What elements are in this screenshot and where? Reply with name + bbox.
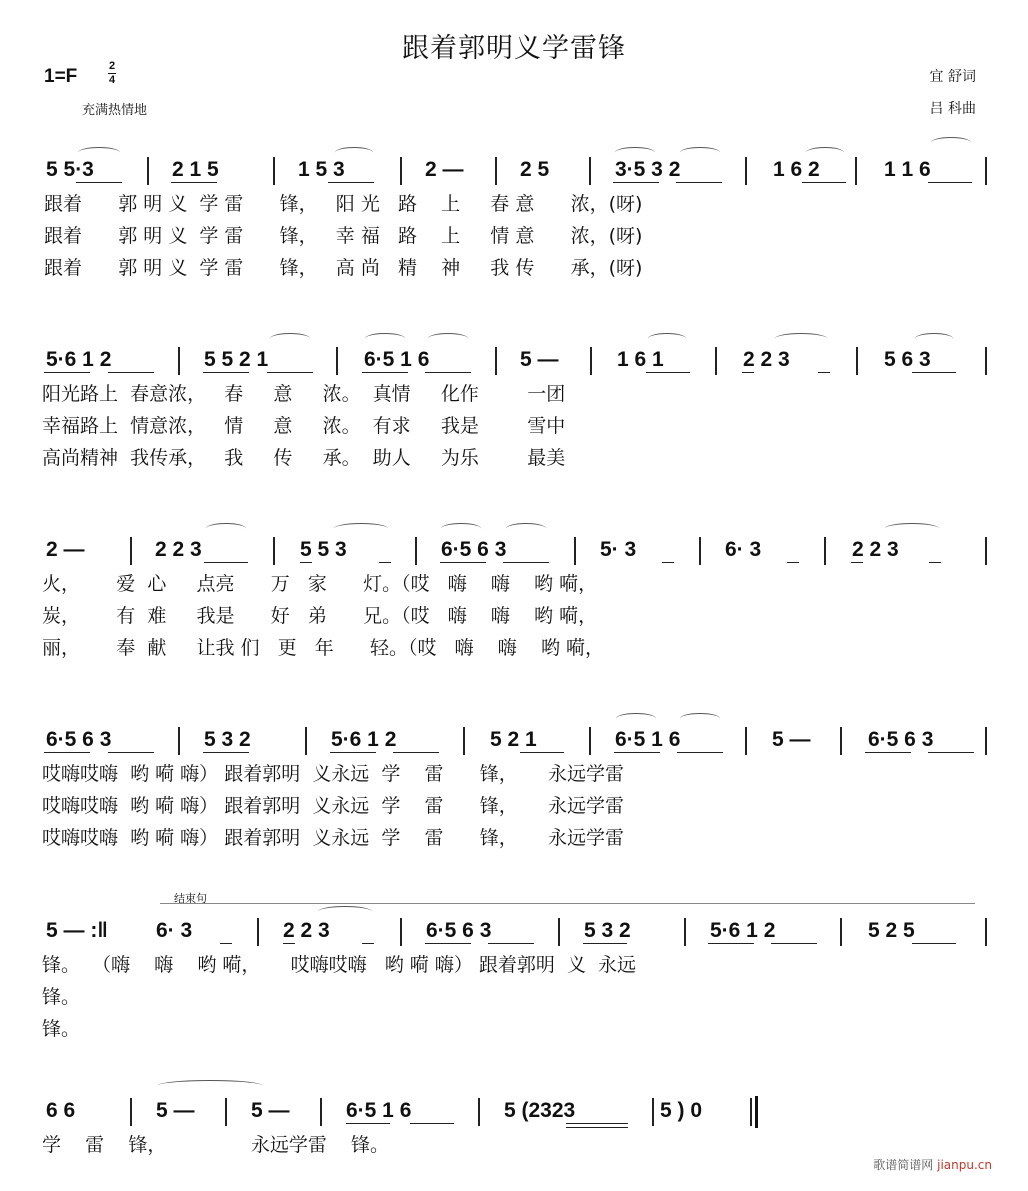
underline	[583, 943, 627, 944]
barline	[257, 918, 259, 946]
final-barline-thick	[755, 1096, 758, 1128]
measure: 5 — :‖	[46, 919, 108, 942]
underline	[787, 562, 799, 563]
underline	[929, 562, 941, 563]
lyricist-credit: 宜 舒词	[929, 69, 976, 85]
lyric-verse-3: 丽， 奉 献 让我 们 更 年 轻。（哎 嗨 嗨 哟 嗬，	[42, 637, 605, 659]
barline	[336, 347, 338, 375]
underline	[676, 182, 722, 183]
measure: 5·6 1 2	[331, 728, 397, 751]
underline	[818, 372, 830, 373]
lyric-verse-1: 火， 爱 心 点亮 万 家 灯。（哎 嗨 嗨 哟 嗬，	[42, 573, 598, 595]
barline	[495, 157, 497, 185]
lyric-verse-2: 哎嗨哎嗨 哟 嗬 嗨） 跟着郭明 义永远 学 雷 锋， 永远学雷	[42, 795, 624, 817]
slur	[318, 906, 372, 917]
underline	[771, 943, 817, 944]
underline	[76, 182, 122, 183]
lyric-verse-1: 哎嗨哎嗨 哟 嗬 嗨） 跟着郭明 义永远 学 雷 锋， 永远学雷	[42, 763, 624, 785]
measure: 5 ) 0	[660, 1099, 703, 1122]
slur	[158, 1080, 262, 1091]
underline	[503, 562, 549, 563]
barline	[130, 537, 132, 565]
lyric-verse-2: 锋。	[42, 986, 81, 1008]
underline	[928, 752, 974, 753]
barline	[400, 157, 402, 185]
tempo-marking: 充满热情地	[82, 103, 148, 118]
measure: 2 2 3	[155, 538, 202, 561]
barline	[840, 918, 842, 946]
measure: 5 (2323	[504, 1099, 576, 1122]
final-barline-thin	[750, 1098, 752, 1126]
barline	[745, 157, 747, 185]
barline	[130, 1098, 132, 1126]
underline	[328, 182, 374, 183]
underline	[677, 752, 723, 753]
meter-bottom: 4	[108, 74, 116, 86]
underline	[44, 752, 90, 753]
underline	[203, 752, 249, 753]
barline	[985, 157, 987, 185]
lyric-verse-3: 锋。	[42, 1018, 81, 1040]
lyric-verse-1: 锋。 （嗨 嗨 哟 嗬， 哎嗨哎嗨 哟 嗬 嗨） 跟着郭明 义 永远	[42, 954, 637, 976]
measure: 5· 3	[600, 538, 637, 561]
measure: 1 5 3	[298, 158, 345, 181]
underline	[410, 1123, 454, 1124]
underline	[912, 943, 956, 944]
measure: 5·6 1 2	[710, 919, 776, 942]
barline	[305, 727, 307, 755]
measure: 5 2 5	[868, 919, 915, 942]
measure: 6·5 1 6	[346, 1099, 412, 1122]
ending-bracket	[160, 903, 975, 904]
lyric-verse-2: 幸福路上 情意浓， 情 意 浓。 有求 我是 雪中	[42, 415, 566, 437]
lyric-verse-1: 阳光路上 春意浓， 春 意 浓。 真情 化作 一团	[42, 383, 566, 405]
measure: 6·5 6 3	[868, 728, 934, 751]
barline	[856, 347, 858, 375]
lyric-verse-3: 高尚精神 我传承， 我 传 承。 助人 为乐 最美	[42, 447, 566, 469]
underline	[283, 943, 295, 944]
slur	[428, 333, 468, 344]
underline	[425, 943, 471, 944]
measure: 2 5	[520, 158, 550, 181]
barline	[178, 347, 180, 375]
measure: 6·5 6 3	[46, 728, 112, 751]
measure: 5 —	[520, 348, 559, 371]
barline	[574, 537, 576, 565]
measure: 5 —	[156, 1099, 195, 1122]
underline	[379, 562, 391, 563]
slur	[206, 523, 246, 534]
slur	[78, 147, 120, 158]
measure: 3·5 3 2	[615, 158, 681, 181]
page-title: 跟着郭明义学雷锋	[402, 33, 626, 64]
underline	[425, 372, 471, 373]
barline	[684, 918, 686, 946]
slur	[334, 523, 388, 534]
underline	[802, 182, 846, 183]
barline	[589, 157, 591, 185]
measure: 2 2 3	[283, 919, 330, 942]
lyric-verse-2: 跟着 郭 明 义 学 雷 锋， 幸 福 路 上 情 意 浓，(呀)	[44, 225, 643, 247]
underline	[928, 182, 972, 183]
slur	[335, 147, 373, 158]
barline	[652, 1098, 654, 1126]
underline	[330, 752, 376, 753]
measure: 6·5 1 6	[364, 348, 430, 371]
measure: 6 6	[46, 1099, 76, 1122]
lyric-verse-2: 炭， 有 难 我是 好 弟 兄。（哎 嗨 嗨 哟 嗬，	[42, 605, 598, 627]
barline	[840, 727, 842, 755]
composer-credit: 吕 科曲	[929, 101, 976, 117]
barline	[400, 918, 402, 946]
underline	[912, 372, 956, 373]
measure: 6·5 1 6	[615, 728, 681, 751]
underline	[108, 372, 154, 373]
barline	[745, 727, 747, 755]
measure: 5 5 3	[300, 538, 347, 561]
slur	[441, 523, 481, 534]
barline	[273, 157, 275, 185]
meter-top: 2	[108, 60, 116, 72]
measure: 5 5 2 1	[204, 348, 269, 371]
barline	[855, 157, 857, 185]
measure: 5 3 2	[204, 728, 251, 751]
measure: 5 2 1	[490, 728, 537, 751]
underline	[440, 562, 486, 563]
slur	[885, 523, 939, 534]
underline	[203, 372, 249, 373]
slur	[270, 333, 310, 344]
measure: 1 6 2	[773, 158, 820, 181]
ending-label: 结束句	[174, 892, 207, 905]
underline	[300, 562, 312, 563]
underline	[362, 372, 408, 373]
barline	[699, 537, 701, 565]
barline	[320, 1098, 322, 1126]
underline	[393, 752, 439, 753]
barline	[463, 727, 465, 755]
measure: 2 2 3	[852, 538, 899, 561]
underline	[614, 752, 660, 753]
barline	[985, 347, 987, 375]
underline	[267, 372, 313, 373]
measure: 6· 3	[725, 538, 762, 561]
measure: 5 —	[772, 728, 811, 751]
underline	[488, 943, 534, 944]
underline	[646, 372, 690, 373]
lyric-verse-3: 跟着 郭 明 义 学 雷 锋， 高 尚 精 神 我 传 承，(呀)	[44, 257, 643, 279]
barline	[558, 918, 560, 946]
watermark-cn: 歌谱简谱网	[873, 1158, 934, 1172]
lyric-verse-3: 哎嗨哎嗨 哟 嗬 嗨） 跟着郭明 义永远 学 雷 锋， 永远学雷	[42, 827, 624, 849]
underline	[662, 562, 674, 563]
underline	[362, 943, 374, 944]
barline	[478, 1098, 480, 1126]
slur	[680, 147, 720, 158]
measure: 2 2 3	[743, 348, 790, 371]
measure: 2 —	[425, 158, 464, 181]
barline	[985, 918, 987, 946]
lyric-verse-1: 学 雷 锋， 永远学雷 锋。	[42, 1134, 390, 1156]
slur	[775, 333, 827, 344]
barline	[415, 537, 417, 565]
watermark-site: jianpu.cn	[937, 1158, 992, 1172]
measure: 5 5·3	[46, 158, 94, 181]
underline	[520, 752, 564, 753]
barline	[824, 537, 826, 565]
slur	[615, 147, 655, 158]
measure: 5 6 3	[884, 348, 931, 371]
measure: 5 3 2	[584, 919, 631, 942]
underline	[171, 182, 217, 183]
underline	[346, 1123, 390, 1124]
measure: 2 1 5	[172, 158, 219, 181]
underline	[566, 1127, 628, 1128]
underline	[613, 182, 659, 183]
underline	[204, 562, 248, 563]
slur	[931, 137, 971, 148]
barline	[273, 537, 275, 565]
lyric-verse-1: 跟着 郭 明 义 学 雷 锋， 阳 光 路 上 春 意 浓，(呀)	[44, 193, 643, 215]
measure: 5·6 1 2	[46, 348, 112, 371]
slur	[806, 147, 844, 158]
underline	[44, 372, 90, 373]
barline	[178, 727, 180, 755]
slur	[365, 333, 405, 344]
barline	[589, 727, 591, 755]
underline	[742, 372, 754, 373]
slur	[648, 333, 686, 344]
barline	[985, 727, 987, 755]
slur	[915, 333, 953, 344]
measure: 5 —	[251, 1099, 290, 1122]
watermark	[873, 1156, 992, 1173]
barline	[985, 537, 987, 565]
slur	[616, 713, 656, 724]
underline	[851, 562, 863, 563]
measure: 2 —	[46, 538, 85, 561]
measure: 6·5 6 3	[441, 538, 507, 561]
barline	[590, 347, 592, 375]
measure: 6· 3	[156, 919, 193, 942]
barline	[715, 347, 717, 375]
barline	[495, 347, 497, 375]
measure: 1 6 1	[617, 348, 664, 371]
measure: 6·5 6 3	[426, 919, 492, 942]
underline	[566, 1123, 628, 1124]
slur	[680, 713, 720, 724]
barline	[147, 157, 149, 185]
underline	[220, 943, 232, 944]
time-signature	[108, 60, 116, 87]
underline	[708, 943, 754, 944]
slur	[506, 523, 546, 534]
key-signature: 1=F	[44, 66, 78, 87]
underline	[865, 752, 911, 753]
measure: 1 1 6	[884, 158, 931, 181]
barline	[225, 1098, 227, 1126]
underline	[108, 752, 154, 753]
